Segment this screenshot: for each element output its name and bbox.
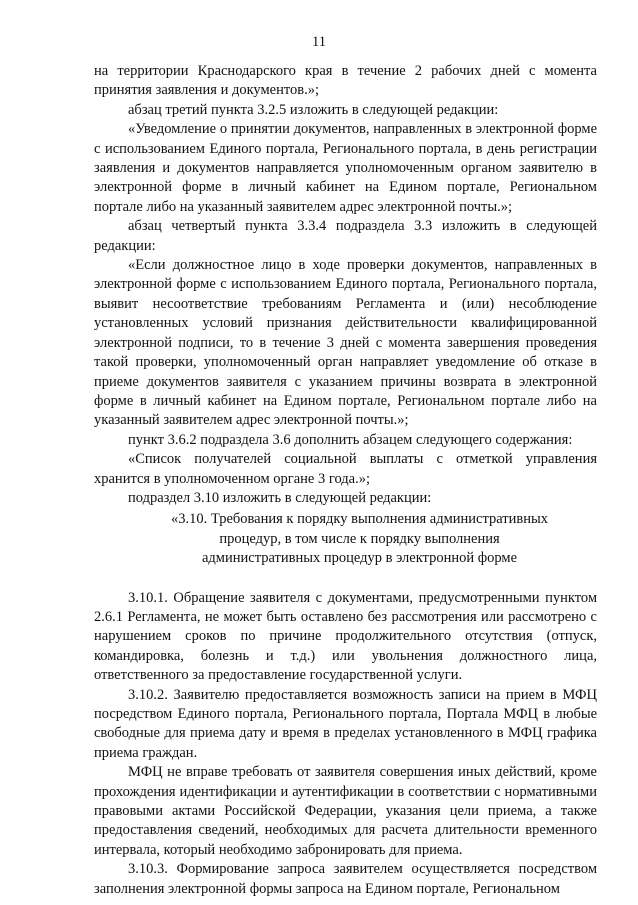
paragraph-3-10-3: 3.10.3. Формирование запроса заявителем осуществляется посредством заполнения электронной формы запроса на Едином портале, Региональном bbox=[94, 861, 597, 897]
paragraph-amendment-3-10: подраздел 3.10 изложить в следующей редакции: bbox=[128, 489, 432, 506]
paragraph-amendment-3-6-2: пункт 3.6.2 подраздела 3.6 дополнить абзацем следующего содержания: bbox=[128, 431, 573, 448]
paragraph-3-10-1: 3.10.1. Обращение заявителя с документами, предусмотренными пунктом 2.6.1 Регламента, не может быть оставлено без рассмотрения или рассмотрено с нарушением сроков по причине продолжительного отсутствия (отпуск, командировка, болезнь и т.д.) или увольнения должностного лица, ответственного за предоставление государственной услуги. bbox=[94, 589, 597, 684]
page-number: 11 bbox=[312, 34, 326, 50]
paragraph-mfc-requirements: МФЦ не вправе требовать от заявителя совершения иных действий, кроме прохождения идентификации и аутентификации в соответствии с нормативными правовыми актами Российской Федерации, указания цели приема, а также предоставления сведений, необходимых для расчета длительности временного интервала, который необходимо забронировать для приема. bbox=[94, 764, 597, 858]
section-heading-3-10 bbox=[94, 510, 597, 568]
paragraph-quote-recipient-list: «Список получателей социальной выплаты с отметкой управления хранится в уполномоченном органе 3 года.»; bbox=[94, 451, 597, 487]
section-heading-line-2: процедур, в том числе к порядку выполнения bbox=[219, 530, 500, 547]
section-heading-line-1: «3.10. Требования к порядку выполнения административных bbox=[171, 511, 548, 528]
paragraph-quote-notification: «Уведомление о принятии документов, направленных в электронной форме с использованием Единого портала, Регионального портала, в день регистрации заявления и документов направляется уполномоченным органом заявителю в электронной форме в личный кабинет на Едином портале, Региональном портале либо на указанный заявителем адрес электронной почты.»; bbox=[94, 121, 597, 215]
section-heading-line-3: административных процедур в электронной форме bbox=[201, 550, 518, 567]
paragraph-amendment-3-3-4: абзац четвертый пункта 3.3.4 подраздела 3.3 изложить в следующей редакции: bbox=[94, 218, 597, 254]
paragraph-continuation: на территории Краснодарского края в течение 2 рабочих дней с момента принятия заявления и документов.»; bbox=[94, 63, 597, 99]
section-spacer bbox=[94, 569, 597, 589]
document-body bbox=[94, 62, 597, 899]
paragraph-quote-official-check: «Если должностное лицо в ходе проверки документов, направленных в электронной форме с использованием Единого портала, Регионального портала, выявит несоответствие требованиям Регламента и (или) несоблюдение установленных условий признания действительности квалифицированной электронной подписи, то в течение 3 дней с момента завершения проведения такой проверки, уполномоченный орган направляет уведомление об отказе в приеме документов заявителя с указанием причины возврата в электронной форме в личный кабинет на Едином портале, Региональном портале либо на указанный заявителем адрес электронной почты.»; bbox=[94, 257, 597, 429]
paragraph-3-10-2: 3.10.2. Заявителю предоставляется возможность записи на прием в МФЦ посредством Единого портала, Регионального портала, Портала МФЦ в любые свободные для приема дату и время в пределах установленного в МФЦ графика приема граждан. bbox=[94, 686, 597, 761]
paragraph-amendment-3-2-5: абзац третий пункта 3.2.5 изложить в следующей редакции: bbox=[128, 101, 499, 118]
